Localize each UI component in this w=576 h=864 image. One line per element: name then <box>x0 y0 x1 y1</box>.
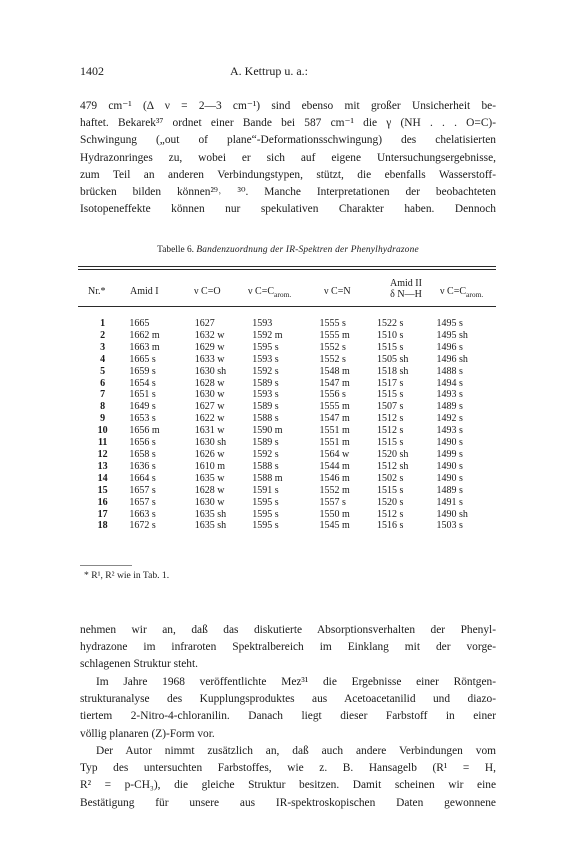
amid-ii-value: 1512 s <box>377 413 404 425</box>
v-co-value: 1632 w <box>194 329 225 341</box>
row-number: 15 <box>97 484 108 496</box>
text-line: zum Teil an anderen Verbindungstypen, stützt, die ebenfalls Wasserstoff- <box>80 168 496 181</box>
row-number: 1 <box>100 318 106 329</box>
v-cn-value: 1552 s <box>319 341 346 353</box>
amid-i-value: 1658 s <box>129 448 156 460</box>
table-caption-label: Tabelle 6. <box>157 245 194 255</box>
text-line: nehmen wir an, daß das diskutierte Absorptionsverhalten der Phenyl- <box>80 624 496 636</box>
row-number: 7 <box>100 389 106 401</box>
amid-ii-value: 1512 s <box>377 508 404 520</box>
header-v-cc-arom-2 <box>440 286 483 300</box>
v-cc-arom-2-value: 1489 s <box>436 484 463 496</box>
header-v-cc-arom-1 <box>248 286 291 300</box>
header-amid-ii-bottom: δ N—H <box>390 289 422 300</box>
header-v-co: ν C=O <box>194 286 221 297</box>
text-line: Schwingung („out of plane“-Deformationsschwingung) des chelatisierten <box>80 134 496 147</box>
amid-ii-value: 1510 s <box>377 329 404 341</box>
v-cc-arom-value: 1595 s <box>252 496 279 508</box>
v-co-value: 1628 w <box>194 377 225 389</box>
header-amid-i: Amid I <box>130 286 159 297</box>
row-number: 10 <box>97 425 108 437</box>
amid-i-value: 1665 <box>129 318 150 329</box>
text-line: schlagenen Struktur steht. <box>80 658 198 671</box>
v-cc-arom-2-value: 1493 s <box>436 389 463 401</box>
text-line: brücken bilden können²⁹˒ ³⁰. Manche Interpretationen der beobachteten <box>80 186 496 199</box>
amid-ii-value: 1512 s <box>377 425 404 437</box>
table-top-rule-double <box>78 269 496 270</box>
amid-i-value: 1651 s <box>129 389 156 401</box>
v-co-value: 1635 w <box>194 472 225 484</box>
v-cc-arom-value: 1589 s <box>252 401 279 413</box>
v-cn-value: 1552 s <box>319 353 346 365</box>
text-line: Typ des untersuchten Farbstoffes, wie z. B. Hansagelb (R¹ = H, <box>80 762 496 775</box>
v-cc-arom-value: 1591 s <box>252 484 279 496</box>
v-cc-arom-value: 1593 s <box>252 353 279 365</box>
text-line: 479 cm⁻¹ (Δ ν = 2—3 cm⁻¹) sind ebenso mit großer Unsicherheit be- <box>80 100 496 112</box>
v-co-value: 1629 w <box>194 341 225 353</box>
v-co-value: 1633 w <box>194 353 225 365</box>
table-row <box>80 318 496 330</box>
v-cc-arom-2-value: 1491 s <box>436 496 463 508</box>
v-cc-arom-2-value: 1495 s <box>436 318 463 329</box>
ir-band-table <box>80 318 496 532</box>
amid-i-value: 1672 s <box>129 520 156 532</box>
text-line: tiertem 2-Nitro-4-chloranilin. Danach liegt dieser Farbstoff in einer <box>80 710 496 723</box>
amid-i-value: 1662 m <box>129 329 160 341</box>
table-top-rule <box>78 266 496 267</box>
amid-ii-value: 1512 sh <box>377 460 409 472</box>
v-cn-value: 1551 m <box>319 437 350 449</box>
row-number: 18 <box>97 520 108 532</box>
v-co-value: 1631 w <box>194 425 225 437</box>
v-cc-arom-2-value: 1492 s <box>436 413 463 425</box>
v-cn-value: 1548 m <box>319 365 350 377</box>
amid-ii-value: 1515 s <box>377 341 404 353</box>
ir-table-body <box>80 318 496 532</box>
text-line: Im Jahre 1968 veröffentlichte Mez³¹ die Ergebnisse einer Röntgen- <box>96 676 496 688</box>
v-cn-value: 1555 m <box>319 329 350 341</box>
v-cc-arom-2-value: 1499 s <box>436 448 463 460</box>
amid-i-value: 1649 s <box>129 401 156 413</box>
row-number: 14 <box>97 472 108 484</box>
amid-i-value: 1665 s <box>129 353 156 365</box>
v-cc-arom-2-value: 1494 s <box>436 377 463 389</box>
text-line: Isotopeneffekte können nur spekulativen Charakter haben. Dennoch <box>80 203 496 216</box>
v-cc-arom-value: 1592 s <box>252 448 279 460</box>
v-cc-arom-value: 1593 <box>252 318 273 329</box>
amid-ii-value: 1517 s <box>377 377 404 389</box>
page-number: 1402 <box>80 64 104 78</box>
row-number: 2 <box>100 329 106 341</box>
v-cn-value: 1550 m <box>319 508 350 520</box>
v-cc-arom-value: 1588 s <box>252 413 279 425</box>
table-row <box>80 342 496 354</box>
v-co-value: 1622 w <box>194 413 225 425</box>
header-v-cc2-sub: arom. <box>466 290 484 299</box>
amid-ii-value: 1515 s <box>377 484 404 496</box>
row-number: 4 <box>100 353 106 365</box>
v-cc-arom-2-value: 1503 s <box>436 520 463 532</box>
row-number: 11 <box>97 437 108 449</box>
v-cc-arom-2-value: 1493 s <box>436 425 463 437</box>
amid-i-value: 1636 s <box>129 460 156 472</box>
header-v-cc2-text: ν C=C <box>440 286 467 297</box>
table-row <box>80 389 496 401</box>
paragraph-3 <box>80 674 496 743</box>
footnote-rule <box>80 565 132 566</box>
v-cn-value: 1555 m <box>319 401 350 413</box>
amid-i-value: 1663 s <box>129 508 156 520</box>
table-footnote: * R¹, R² wie in Tab. 1. <box>84 570 170 581</box>
amid-i-value: 1656 m <box>129 425 160 437</box>
v-cn-value: 1547 m <box>319 413 350 425</box>
v-cn-value: 1557 s <box>319 496 346 508</box>
intro-paragraph <box>80 98 496 218</box>
v-cc-arom-value: 1588 m <box>252 472 283 484</box>
text-line: hydrazone im infraroten Spektralbereich im Einklang mit der vorge- <box>80 641 496 654</box>
v-cc-arom-2-value: 1489 s <box>436 401 463 413</box>
v-cc-arom-2-value: 1488 s <box>436 365 463 377</box>
table-header <box>80 275 496 305</box>
row-number: 17 <box>97 508 108 520</box>
v-cn-value: 1547 m <box>319 377 350 389</box>
amid-ii-value: 1515 s <box>377 437 404 449</box>
v-co-value: 1610 m <box>194 460 225 472</box>
amid-ii-value: 1505 sh <box>377 353 409 365</box>
amid-ii-value: 1507 s <box>377 401 404 413</box>
amid-ii-value: 1518 sh <box>377 365 409 377</box>
table-row <box>80 509 496 521</box>
v-cc-arom-value: 1595 s <box>252 520 279 532</box>
text-line: Hydrazonringes zu, wobei er sich auf eigene Untersuchungsergebnisse, <box>80 151 496 164</box>
v-cc-arom-value: 1595 s <box>252 508 279 520</box>
v-cc-arom-2-value: 1496 s <box>436 341 463 353</box>
table-row <box>80 413 496 425</box>
amid-ii-value: 1522 s <box>377 318 404 329</box>
amid-ii-value: 1515 s <box>377 389 404 401</box>
v-cn-value: 1552 m <box>319 484 350 496</box>
v-cn-value: 1546 m <box>319 472 350 484</box>
v-cc-arom-value: 1595 s <box>252 341 279 353</box>
paragraph-2 <box>80 622 496 674</box>
header-amid-ii <box>376 278 436 300</box>
row-number: 8 <box>100 401 106 413</box>
amid-ii-value: 1502 s <box>377 472 404 484</box>
amid-i-value: 1653 s <box>129 413 156 425</box>
v-cc-arom-value: 1590 m <box>252 425 283 437</box>
table-caption <box>80 244 496 256</box>
v-cn-value: 1564 w <box>319 448 350 460</box>
v-cc-arom-value: 1593 s <box>252 389 279 401</box>
amid-ii-value: 1520 s <box>377 496 404 508</box>
paragraph-4 <box>80 743 496 812</box>
v-cc-arom-value: 1592 m <box>252 329 283 341</box>
table-row <box>80 449 496 461</box>
text-line: haftet. Bekarek³⁷ ordnet einer Bande bei 587 cm⁻¹ die γ (NH . . . O=C)- <box>80 117 496 130</box>
v-cc-arom-value: 1589 s <box>252 377 279 389</box>
v-co-value: 1630 w <box>194 496 225 508</box>
v-co-value: 1627 w <box>194 401 225 413</box>
table-row <box>80 461 496 473</box>
table-row <box>80 330 496 342</box>
table-row <box>80 497 496 509</box>
v-cc-arom-value: 1588 s <box>252 460 279 472</box>
table-row <box>80 401 496 413</box>
v-cc-arom-value: 1589 s <box>252 437 279 449</box>
table-row <box>80 520 496 532</box>
amid-i-value: 1657 s <box>129 484 156 496</box>
v-co-value: 1630 sh <box>194 437 227 449</box>
row-number: 9 <box>100 413 106 425</box>
text-line: Der Autor nimmt zusätzlich an, daß auch andere Verbindungen vom <box>96 745 496 757</box>
v-co-value: 1627 <box>194 318 215 329</box>
amid-i-value: 1657 s <box>129 496 156 508</box>
table-row <box>80 485 496 497</box>
row-number: 3 <box>100 341 106 353</box>
v-co-value: 1628 w <box>194 484 225 496</box>
header-v-cc-sub: arom. <box>274 290 292 299</box>
table-header-rule <box>78 306 496 307</box>
v-cc-arom-value: 1592 s <box>252 365 279 377</box>
header-v-cc-text: ν C=C <box>248 286 275 297</box>
row-number: 5 <box>100 365 106 377</box>
v-cc-arom-2-value: 1490 s <box>436 472 463 484</box>
table-caption-title: Bandenzuordnung der IR-Spektren der Phenylhydrazone <box>196 245 419 255</box>
row-number: 13 <box>97 460 108 472</box>
header-amid-ii-top: Amid II <box>390 278 422 289</box>
table-row <box>80 473 496 485</box>
table-row <box>80 437 496 449</box>
v-cc-arom-2-value: 1490 s <box>436 437 463 449</box>
v-co-value: 1635 sh <box>194 520 227 532</box>
v-cn-value: 1551 m <box>319 425 350 437</box>
header-v-cn: ν C=N <box>324 286 351 297</box>
v-cc-arom-2-value: 1490 s <box>436 460 463 472</box>
text-line: R² = p-CH₃), die gleiche Struktur besitzen. Damit scheinen wir eine <box>80 779 496 792</box>
table-row <box>80 366 496 378</box>
v-cc-arom-2-value: 1496 sh <box>436 353 468 365</box>
v-co-value: 1630 sh <box>194 365 227 377</box>
table-row <box>80 354 496 366</box>
v-co-value: 1626 w <box>194 448 225 460</box>
row-number: 12 <box>97 448 108 460</box>
amid-i-value: 1659 s <box>129 365 156 377</box>
v-cn-value: 1556 s <box>319 389 346 401</box>
text-line: völlig planaren (Z)-Form vor. <box>80 727 215 740</box>
table-row <box>80 425 496 437</box>
amid-i-value: 1654 s <box>129 377 156 389</box>
table-row <box>80 378 496 390</box>
row-number: 16 <box>97 496 108 508</box>
v-cn-value: 1555 s <box>319 318 346 329</box>
row-number: 6 <box>100 377 106 389</box>
v-co-value: 1630 w <box>194 389 225 401</box>
amid-ii-value: 1516 s <box>377 520 404 532</box>
amid-i-value: 1656 s <box>129 437 156 449</box>
text-line: Bestätigung für unsere aus IR-spektroskopischen Daten gewonnene <box>80 796 496 809</box>
text-line: strukturanalyse des Kupplungsproduktes aus Acetoacetanilid und diazo- <box>80 693 496 706</box>
amid-i-value: 1663 m <box>129 341 160 353</box>
v-cn-value: 1544 m <box>319 460 350 472</box>
running-title: A. Kettrup u. a.: <box>230 64 308 78</box>
v-co-value: 1635 sh <box>194 508 227 520</box>
amid-i-value: 1664 s <box>129 472 156 484</box>
header-nr: Nr.* <box>88 286 106 297</box>
amid-ii-value: 1520 sh <box>377 448 409 460</box>
v-cn-value: 1545 m <box>319 520 350 532</box>
v-cc-arom-2-value: 1495 sh <box>436 329 468 341</box>
v-cc-arom-2-value: 1490 sh <box>436 508 468 520</box>
